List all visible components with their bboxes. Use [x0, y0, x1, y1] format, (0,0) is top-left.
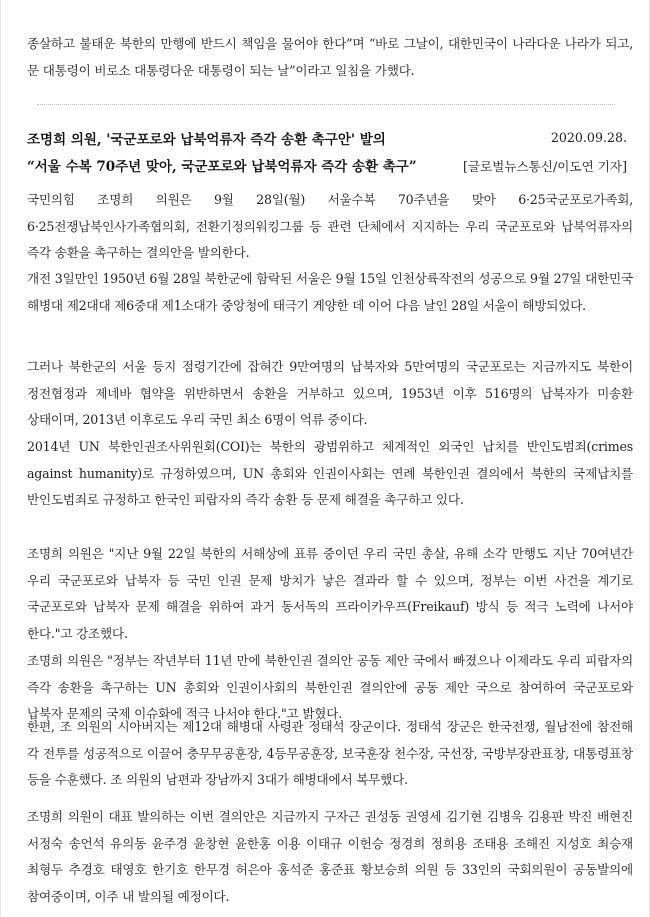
- article-paragraph-5: 조명희 의원은 "지난 9월 22일 북한의 서해상에 표류 중이던 우리 국민 총살, 유해 소각 만행도 지난 70여년간 우리 국군포로와 납북자 등 국민 인권 문제 방치가 낳은 결과라 할 수 있으며, 정부는 이번 사건을 계기로 국군포로와 납북자 문제 해결을 위하여 과거 동서독의 프라이카우프(Freikauf) 방식 등 적극 노력에 나서야 한다."고 강조했다.: [27, 546, 633, 641]
- article-paragraph-1: 국민의힘 조명희 의원은 9월 28일(월) 서울수복 70주년을 맞아 6·25국군포로가족회, 6·25전쟁납북인사가족협의회, 전환기정의워킹그룹 등 관련 단체에서 지지하는 우리 국군포로와 납북억류자의 즉각 송환을 촉구하는 결의안을 발의한다.: [27, 192, 633, 260]
- article-paragraph-6: 조명희 의원은 "정부는 작년부터 11년 만에 북한인권 결의안 공동 제안 국에서 빠졌으나 이제라도 우리 피랍자의 즉각 송환을 촉구하는 UN 총회와 인권이사회의 북한인권 결의안에 공동 제안 국으로 참여하여 국군포로와 납북자 문제의 국제 이슈화에 적극 나서야 한다."고 밝혔다.: [27, 653, 633, 721]
- intro-paragraph: 종살하고 불태운 북한의 만행에 반드시 책임을 물어야 한다”며 “바로 그날이, 대한민국이 나라다운 나라가 되고, 문 대통령이 비로소 대통령다운 대통령이 되는 날”이라고 일침을 가했다.: [27, 36, 633, 78]
- section-divider: [37, 104, 615, 105]
- article-subheadline: “서울 수복 70주년 맞아, 국군포로와 납북억류자 즉각 송환 촉구”: [27, 159, 417, 175]
- article-paragraph-3: 그러나 북한군의 서울 등지 점령기간에 잡혀간 9만여명의 납북자와 5만여명의 국군포로는 지금까지도 북한이 정전협정과 제네바 협약을 위반하면서 송환을 거부하고 있으며, 1953년 이후 516명의 납북자가 미송환 상태이며, 2013년 이후로도 우리 국민 최소 6명이 억류 중이다.: [27, 359, 633, 427]
- article-headline: 조명희 의원, '국군포로와 납북억류자 즉각 송환 촉구안' 발의: [27, 132, 386, 148]
- article-paragraph-7: 한편, 조 의원의 시아버지는 제12대 해병대 사령관 정태석 장군이다. 정태석 장군은 한국전쟁, 월남전에 참전해 각 전투를 성공적으로 이끌어 충무무공훈장, 4등무공훈장, 보국훈장 천수장, 국선장, 국방부장관표창, 대통령표창 등을 수훈했다. 조 의원의 남편과 장남까지 3대가 해병대에서 복무했다.: [27, 719, 633, 787]
- article-paragraph-8: 조명희 의원이 대표 발의하는 이번 결의안은 지금까지 구자근 권성동 권영세 김기현 김병욱 김용판 박진 배현진 서정숙 송언석 유의동 윤주경 윤창현 윤한홍 이용 이태규 이헌승 정경희 정희용 조태용 조해진 지성호 최승재 최형두 추경호 태영호 한기호 한무경 허은아 홍석준 홍준표 황보승희 의원 등 33인의 국회의원이 공동발의에 참여중이며, 이주 내 발의될 예정이다.: [27, 809, 633, 904]
- article-date: 2020.09.28.: [550, 130, 627, 145]
- article-paragraph-2: 개전 3일만인 1950년 6월 28일 북한군에 함락된 서울은 9월 15일 인천상륙작전의 성공으로 9월 27일 대한민국 해병대 제2대대 제6중대 제1소대가 중앙청에 태극기 게양한 데 이어 다음 날인 28일 서울이 해방되었다.: [27, 271, 633, 313]
- article-byline: [글로벌뉴스통신/이도연 기자]: [462, 159, 627, 174]
- article-paragraph-4: 2014년 UN 북한인권조사위원회(COI)는 북한의 광범위하고 체계적인 외국인 납치를 반인도범죄(crimes against humanity)로 규정하였으며, UN 총회와 인권이사회는 연례 북한인권 결의에서 북한의 국제납치를 반인도범죄로 규정하고 한국인 피랍자의 즉각 송환 등 문제 해결을 촉구하고 있다.: [27, 439, 633, 507]
